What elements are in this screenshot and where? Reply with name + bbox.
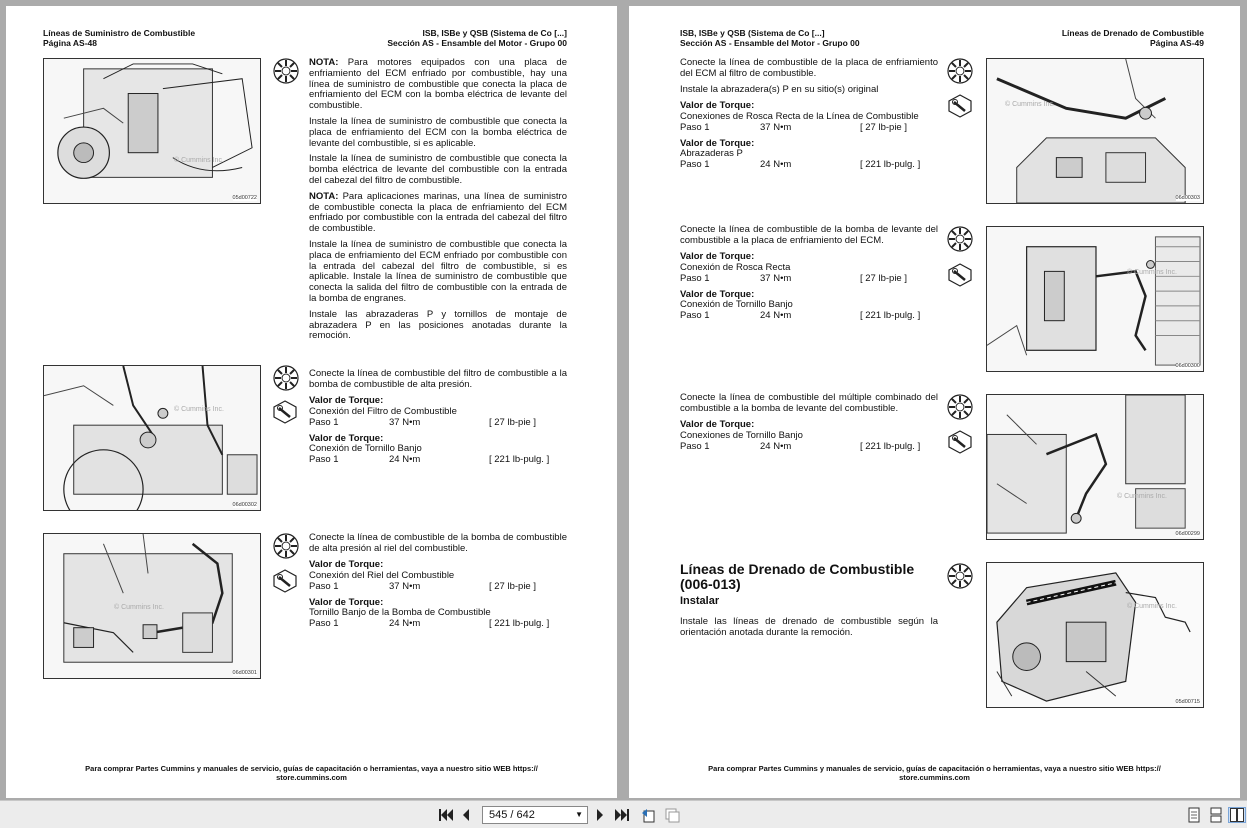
section-title: Líneas de Suministro de Combustible [43,28,196,38]
torque-metric: 37 N•m [389,416,421,428]
torque-label: Valor de Torque: [309,596,384,608]
viewer-toolbar [0,800,1247,828]
step-text: Instale las abrazaderas P y tornillos de montaje de abrazadera P en las posiciones anotadas durante la remoción. [309,308,567,342]
torque-imperial: [ 27 lb-pie ] [860,121,907,133]
torque-imperial: [ 27 lb-pie ] [489,416,536,428]
figure-code: 05d00715 [1175,699,1200,705]
step-text: Instale la abrazadera(s) P en su sitio(s) original [680,83,879,95]
step-text: Instale las líneas de drenado de combustible según la orientación anotada durante la remoción. [680,616,938,638]
torque-step: Paso 1 [309,618,339,630]
install-icon [273,365,299,391]
ecm-fuel-line-illustration [986,58,1204,204]
step-text: Conecte la línea de combustible de la bomba de levante del combustible a la placa de enfriamiento del ECM. [680,224,938,246]
torque-label: Valor de Torque: [680,251,755,262]
header-right [1062,28,1204,48]
torque-label: Valor de Torque: [680,288,755,300]
figure-code: 06d00303 [1175,195,1200,201]
prev-page-icon[interactable] [458,807,474,823]
manual-title: ISB, ISBe y QSB (Sistema de Co [...] [680,28,825,38]
watermark: © Cummins Inc. [1127,269,1177,276]
install-icon [947,226,973,252]
torque-name: Tornillo Banjo de la Bomba de Combustible [309,607,491,619]
footer-text: Para comprar Partes Cummins y manuales de servicio, guías de capacitación o herramientas, vaya a nuestro sitio WEB https:// [85,764,538,773]
torque-step: Paso 1 [680,310,710,322]
torque-wrench-icon [273,569,297,593]
watermark: © Cummins Inc. [1117,493,1167,500]
manual-section: Sección AS - Ensamble del Motor - Grupo 00 [680,38,860,48]
go-forward-icon[interactable] [664,807,680,823]
torque-metric: 37 N•m [760,121,792,133]
step-text: Instale la línea de suministro de combustible que conecta la placa de enfriamiento del ECM con la bomba eléctrica de levante del combustible, si es aplicable. [309,115,567,149]
torque-name: Conexión de Tornillo Banjo [680,299,793,311]
torque-step: Paso 1 [680,121,710,133]
chevron-down-icon: ▼ [575,810,583,819]
footer-text: Para comprar Partes Cummins y manuales de servicio, guías de capacitación o herramientas, vaya a nuestro sitio WEB https:// [708,764,1161,773]
torque-label: Valor de Torque: [680,419,755,430]
torque-label: Valor de Torque: [309,395,384,406]
figure-code: 05d00722 [232,195,257,201]
torque-metric: 37 N•m [760,272,792,284]
torque-wrench-icon [273,400,297,424]
fuel-filter-illustration [43,365,261,511]
go-back-icon[interactable] [640,807,656,823]
install-icon [273,58,299,84]
single-page-view-icon[interactable] [1186,807,1202,823]
watermark: © Cummins Inc. [1127,603,1177,610]
step-text: Instale la línea de suministro de combustible que conecta la placa de enfriamiento del ECM enfriado por combustible con la entrada del cabezal del filtro de combustible, si es aplicable. Instale la línea de suministro de combustible que conecta la salida del filtro de combustible con la entrada de la bomba de engranes. [309,238,567,304]
watermark: © Cummins Inc. [174,157,224,164]
engine-illustration [43,58,261,204]
page-left [6,6,617,798]
two-page-view-icon[interactable] [1228,807,1246,823]
page-footer [669,764,1200,782]
torque-step: Paso 1 [680,159,710,171]
torque-name: Abrazaderas P [680,148,743,160]
torque-spec [680,252,938,322]
install-icon [947,394,973,420]
torque-imperial: [ 221 lb-pulg. ] [860,159,921,171]
torque-wrench-icon [948,430,972,454]
watermark: © Cummins Inc. [114,604,164,611]
torque-imperial: [ 221 lb-pulg. ] [489,618,550,630]
note-label: NOTA: [309,190,339,202]
step-text: Conecte la línea de combustible de la placa de enfriamiento del ECM al filtro de combustible. [680,57,938,79]
figure-code: 06d00302 [232,502,257,508]
section-heading: Líneas de Drenado de Combustible (006-013) [680,561,915,592]
page-number-select[interactable] [482,806,588,824]
watermark: © Cummins Inc. [174,406,224,413]
torque-name: Conexiones de Rosca Recta de la Línea de Combustible [680,110,919,122]
torque-imperial: [ 27 lb-pie ] [860,272,907,284]
note-text: Para aplicaciones marinas, una línea de suministro de combustible conecta la placa de enfriamiento del ECM enfriado por combustible con la entrada del cabezal del filtro de combustible. [309,190,567,235]
note-label: NOTA: [309,57,339,68]
step-text: Conecte la línea de combustible del múltiple combinado del combustible a la bomba de levante del combustible. [680,392,938,414]
first-page-icon[interactable] [438,807,454,823]
section-title: Líneas de Drenado de Combustible [1061,28,1204,38]
torque-imperial: [ 221 lb-pulg. ] [860,310,921,322]
torque-imperial: [ 221 lb-pulg. ] [489,454,550,466]
note-text: Para motores equipados con una placa de enfriamiento del ECM enfriado por combustible, hay una línea de suministro de combustible que conecta la placa de enfriamiento del ECM con la bomba eléctrica de levante del combustible. [309,57,567,112]
torque-step: Paso 1 [309,454,339,466]
fuel-rail-illustration [43,533,261,679]
manual-title: ISB, ISBe y QSB (Sistema de Co [...] [422,28,567,38]
header-left [43,28,195,48]
page-indicator: 545 / 642 [489,809,535,821]
torque-name: Conexión de Tornillo Banjo [309,443,422,455]
torque-imperial: [ 27 lb-pie ] [489,580,536,592]
last-page-icon[interactable] [614,807,630,823]
torque-step: Paso 1 [680,440,710,452]
install-icon [947,563,973,589]
footer-link[interactable]: store.cummins.com [276,773,347,782]
torque-metric: 24 N•m [389,454,421,466]
torque-wrench-icon [948,263,972,287]
torque-imperial: [ 221 lb-pulg. ] [860,440,921,452]
next-page-icon[interactable] [592,807,608,823]
torque-metric: 24 N•m [760,440,792,452]
install-icon [947,58,973,84]
page-footer [46,764,577,782]
lift-pump-line-illustration [986,226,1204,372]
torque-step: Paso 1 [309,416,339,428]
drain-line-engine-illustration [986,562,1204,708]
continuous-view-icon[interactable] [1208,807,1224,823]
torque-name: Conexión de Rosca Recta [680,261,791,273]
footer-link[interactable]: store.cummins.com [899,773,970,782]
watermark: © Cummins Inc. [1005,101,1055,108]
step-text: Conecte la línea de combustible de la bomba de combustible de alta presión al riel del combustible. [309,532,567,554]
torque-label: Valor de Torque: [680,137,755,149]
torque-wrench-icon [948,94,972,118]
page-number: Página AS-48 [43,38,98,48]
figure-code: 06d00300 [1175,363,1200,369]
manual-section: Sección AS - Ensamble del Motor - Grupo 00 [387,38,567,48]
header-right [387,28,567,48]
torque-metric: 24 N•m [760,159,792,171]
torque-spec [680,420,938,453]
figure-code: 06d00299 [1175,531,1200,537]
torque-step: Paso 1 [680,272,710,284]
torque-label: Valor de Torque: [680,100,755,111]
torque-spec [309,396,567,466]
torque-name: Conexiones de Tornillo Banjo [680,429,803,441]
step-text: Instale la línea de suministro de combustible que conecta la bomba eléctrica de levante del combustible con la entrada del cabezal del filtro de combustible. [309,153,567,186]
torque-spec [680,101,938,171]
instruction-text [680,58,938,100]
figure-code: 06d00301 [232,670,257,676]
torque-name: Conexión del Riel del Combustible [309,569,455,581]
header-left [680,28,860,48]
torque-metric: 37 N•m [389,580,421,592]
torque-spec [309,560,567,630]
torque-name: Conexión del Filtro de Combustible [309,405,457,417]
torque-metric: 24 N•m [389,618,421,630]
page-right [629,6,1240,798]
torque-label: Valor de Torque: [309,559,384,570]
section-subheading: Instalar [680,595,720,607]
torque-label: Valor de Torque: [309,432,384,444]
step-text: Conecte la línea de combustible del filtro de combustible a la bomba de combustible de alta presión. [309,368,567,390]
fuel-manifold-illustration [986,394,1204,540]
torque-step: Paso 1 [309,580,339,592]
instruction-text [309,58,567,347]
page-number: Página AS-49 [1149,38,1204,48]
install-icon [273,533,299,559]
torque-metric: 24 N•m [760,310,792,322]
